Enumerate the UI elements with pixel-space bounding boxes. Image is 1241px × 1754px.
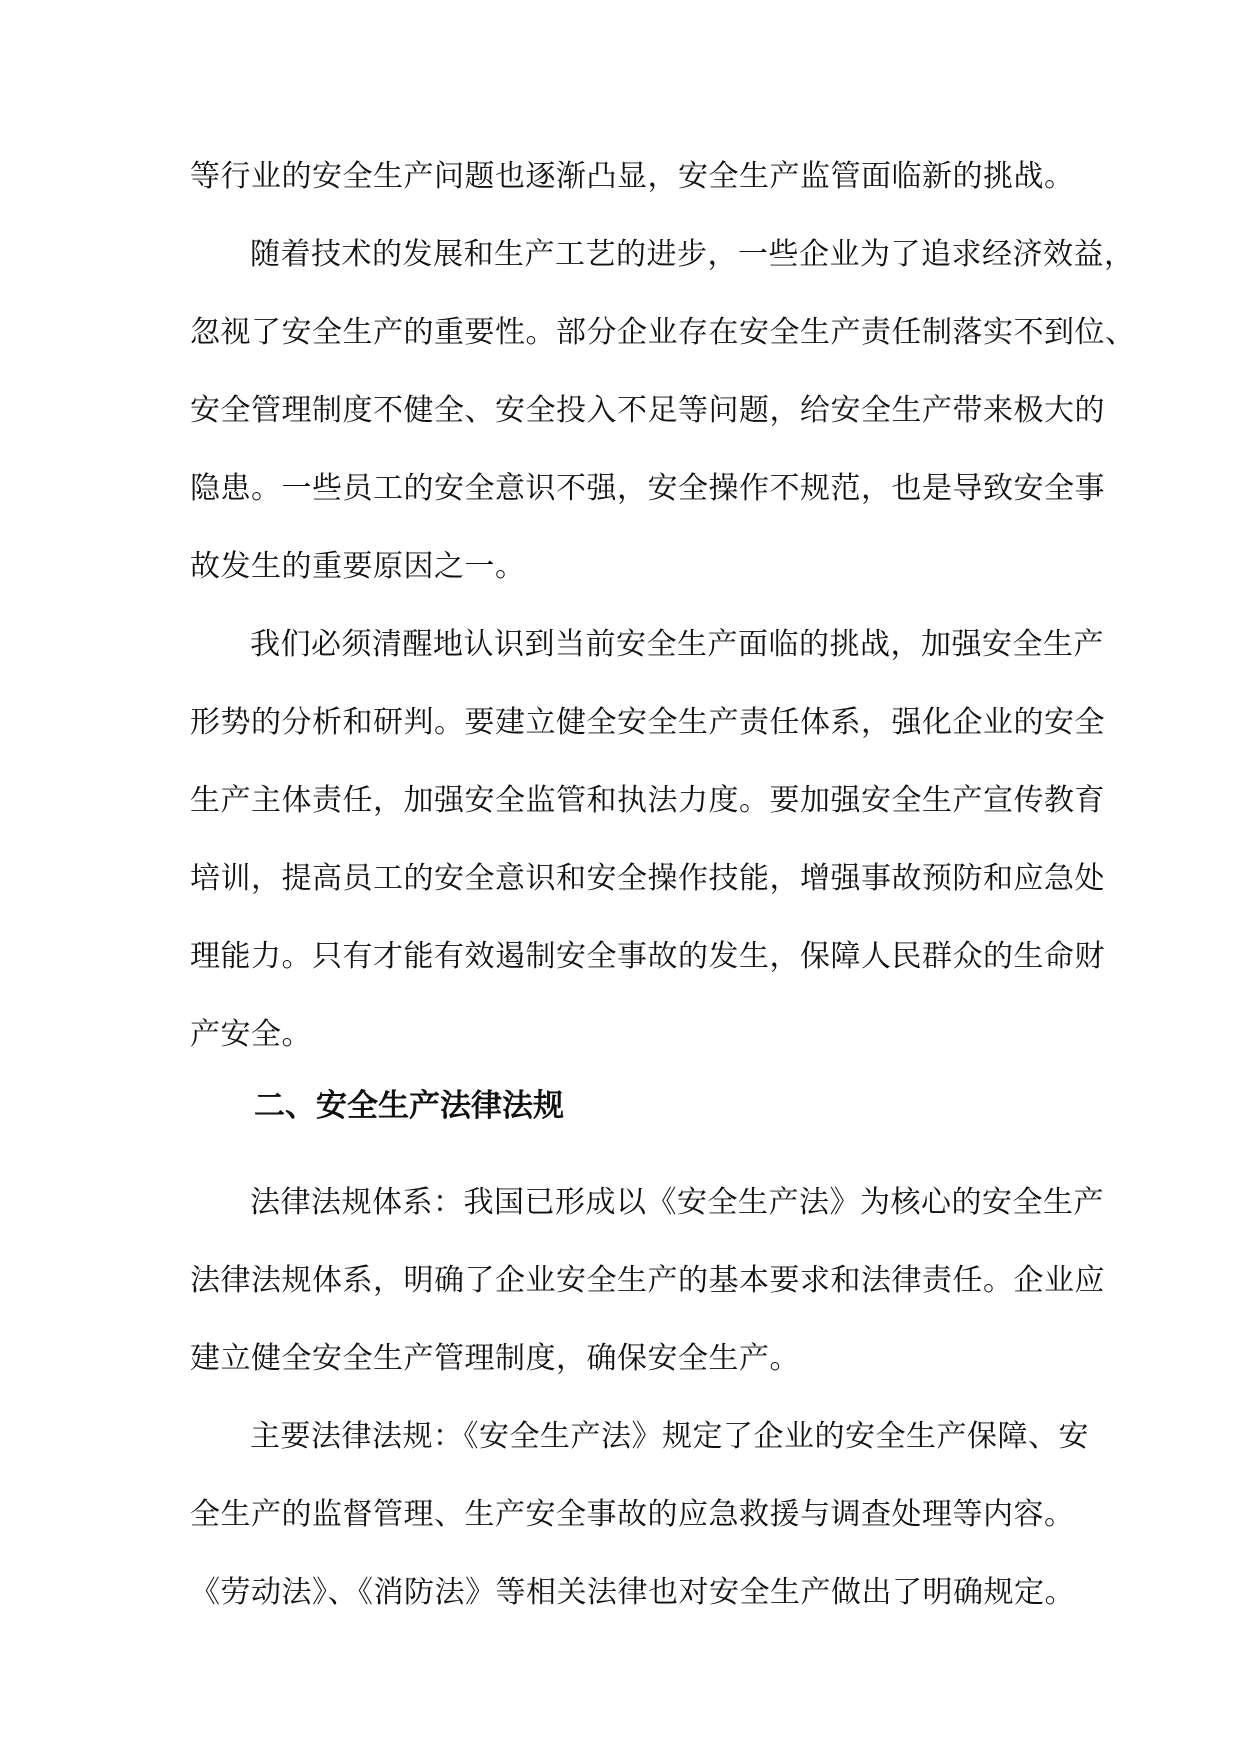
- text-line: 主要法律法规：《安全生产法》规定了企业的安全生产保障、安: [250, 1419, 1089, 1454]
- text-line: 等行业的安全生产问题也逐渐凸显，安全生产监管面临新的挑战。: [190, 159, 1075, 194]
- text-line: 法律法规体系：我国已形成以《安全生产法》为核心的安全生产: [250, 1185, 1104, 1220]
- section-heading: 二、安全生产法律法规: [254, 1088, 564, 1124]
- text-line: 培训，提高员工的安全意识和安全操作技能，增强事故预防和应急处: [190, 861, 1105, 896]
- text-line: 建立健全安全生产管理制度，确保安全生产。: [190, 1341, 800, 1376]
- text-line: 形势的分析和研判。要建立健全安全生产责任体系，强化企业的安全: [190, 705, 1105, 740]
- text-line: 故发生的重要原因之一。: [190, 549, 526, 584]
- text-line: 全生产的监督管理、生产安全事故的应急救援与调查处理等内容。: [190, 1497, 1075, 1532]
- text-line: 法律法规体系，明确了企业安全生产的基本要求和法律责任。企业应: [190, 1263, 1105, 1298]
- text-line: 生产主体责任，加强安全监管和执法力度。要加强安全生产宣传教育: [190, 783, 1105, 818]
- section-paragraph-1: [190, 1164, 1105, 1398]
- paragraph-3: [190, 606, 1105, 1074]
- paragraph-2: [190, 216, 1136, 606]
- text-line: 我们必须清醒地认识到当前安全生产面临的挑战，加强安全生产: [250, 627, 1104, 662]
- text-line: 安全管理制度不健全、安全投入不足等问题，给安全生产带来极大的: [190, 393, 1105, 428]
- text-line: 产安全。: [190, 1017, 312, 1052]
- text-line: 忽视了安全生产的重要性。部分企业存在安全生产责任制落实不到位、: [190, 315, 1136, 350]
- text-line: 隐患。一些员工的安全意识不强，安全操作不规范，也是导致安全事: [190, 471, 1105, 506]
- section-paragraph-2: [190, 1398, 1089, 1632]
- text-line: 《劳动法》、《消防法》等相关法律也对安全生产做出了明确规定。: [190, 1575, 1075, 1610]
- text-line: 随着技术的发展和生产工艺的进步，一些企业为了追求经济效益，: [250, 237, 1135, 272]
- paragraph-1: [190, 138, 1075, 216]
- text-line: 理能力。只有才能有效遏制安全事故的发生，保障人民群众的生命财: [190, 939, 1105, 974]
